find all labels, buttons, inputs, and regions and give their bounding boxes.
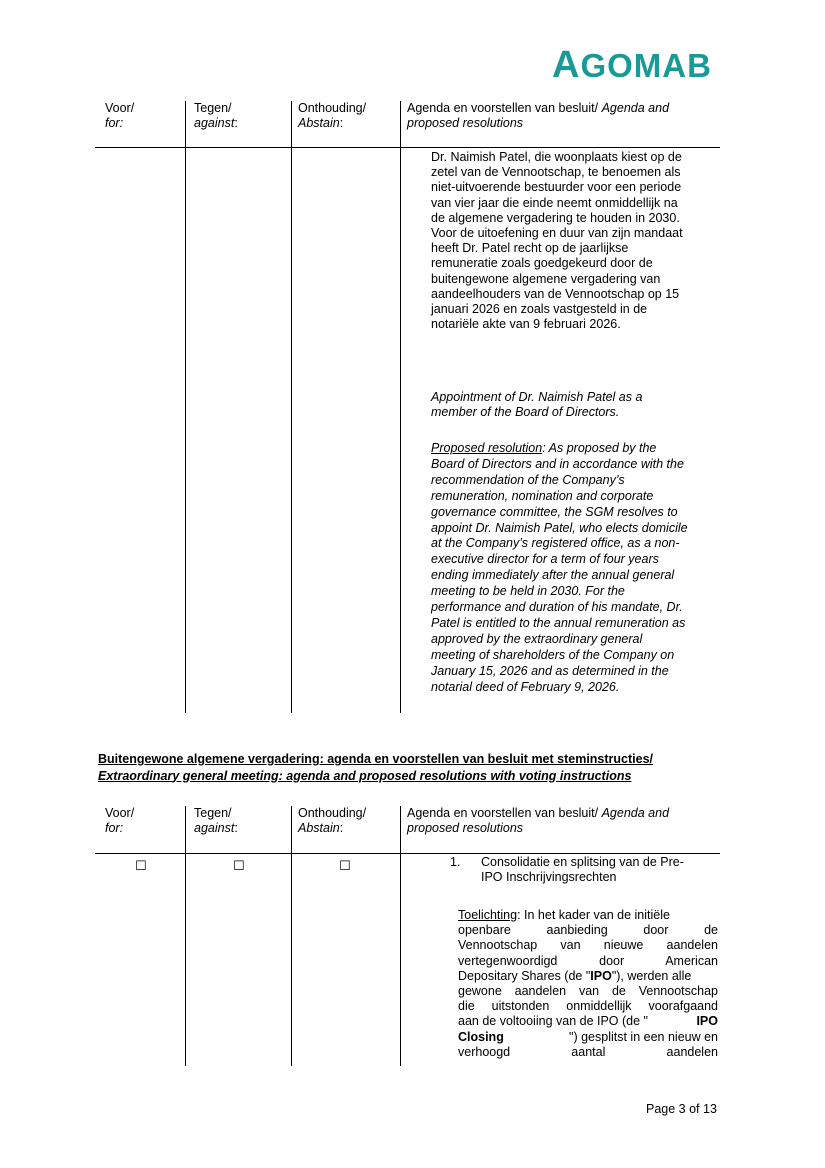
checkbox-against[interactable]: ☐: [233, 858, 245, 873]
header-for: Voor/ for:: [105, 806, 135, 835]
page-number: Page 3 of 13: [646, 1102, 717, 1116]
header-abstain: Onthouding/ Abstain:: [298, 806, 367, 835]
toelichting-text: Toelichting: In het kader van de initiële openbare aanbieding door de Vennootschap van nieuwe aandelen vertegenwoordigd door American Depositary Shares (de "IPO"), werden alle gewone aandelen van de Vennootschap die uitstonden onmiddellijk voorafgaand aan de voltooiing van de IPO (de " IPO Closing ") gesplitst in een nieuw en verhoogd aantal aandelen: [458, 908, 718, 1059]
voting-table-continued: [95, 101, 720, 713]
item-number: 1.: [450, 855, 461, 869]
column-divider: [400, 101, 401, 713]
header-against: Tegen/ against:: [194, 806, 238, 835]
voting-table: [95, 806, 720, 1066]
agomab-logo: AGOMAB: [552, 44, 712, 86]
checkbox-abstain[interactable]: ☐: [339, 858, 351, 873]
header-agenda: Agenda en voorstellen van besluit/ Agenda and proposed resolutions: [407, 806, 670, 835]
section-title: Buitengewone algemene vergadering: agenda en voorstellen van besluit met steminstructies/ Extraordinary general meeting: agenda and proposed resolutions with voting instructions: [98, 752, 654, 783]
header-divider: [95, 853, 720, 854]
column-divider: [291, 806, 292, 1066]
header-for: Voor/ for:: [105, 101, 135, 130]
header-abstain: Onthouding/ Abstain:: [298, 101, 367, 130]
dutch-resolution-text: Dr. Naimish Patel, die woonplaats kiest op de zetel van de Vennootschap, te benoemen als niet-uitvoerende bestuurder voor een periode van vier jaar die einde neemt onmiddellijk na de algemene vergadering te houden in 2030. Voor de uitoefening en duur van zijn mandaat heeft Dr. Patel recht op de jaarlijkse remuneratie zoals goedgekeurd door de buitengewone algemene vergadering van aandeelhouders van de Vennootschap op 15 januari 2026 en zoals vastgesteld in de notariële akte van 9 februari 2026.: [431, 150, 683, 332]
column-divider: [185, 806, 186, 1066]
english-resolution-title: Appointment of Dr. Naimish Patel as a member of the Board of Directors.: [431, 390, 643, 420]
column-divider: [400, 806, 401, 1066]
header-agenda: Agenda en voorstellen van besluit/ Agenda and proposed resolutions: [407, 101, 670, 130]
header-divider: [95, 147, 720, 148]
item-title: Consolidatie en splitsing van de Pre- IPO Inschrijvingsrechten: [481, 855, 684, 885]
english-proposed-resolution: Proposed resolution: As proposed by the Board of Directors and in accordance with the recommendation of the Company’s remuneration, nomination and corporate governance committee, the SGM resolves to appoint Dr. Naimish Patel, who elects domicile at the Company’s registered office, as a non- executive director for a term of four years ending immediately after the annual general meeting to be held in 2030. For the performance and duration of his mandate, Dr. Patel is entitled to the annual remuneration as approved by the extraordinary general meeting of shareholders of the Company on January 15, 2026 and as determined in the notarial deed of February 9, 2026.: [431, 441, 688, 694]
header-against: Tegen/ against:: [194, 101, 238, 130]
column-divider: [291, 101, 292, 713]
proposed-resolution-label: Proposed resolution: [431, 441, 543, 455]
checkbox-for[interactable]: ☐: [135, 858, 147, 873]
column-divider: [185, 101, 186, 713]
toelichting-label: Toelichting: [458, 908, 518, 922]
